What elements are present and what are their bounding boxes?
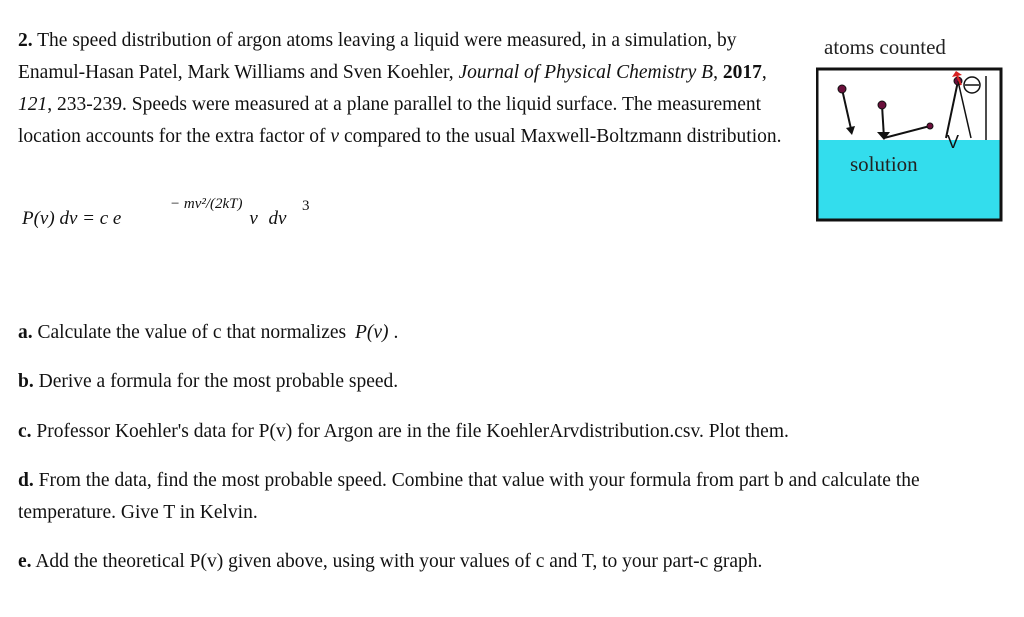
journal-year: 2017 <box>722 62 762 83</box>
question-c <box>18 416 1008 448</box>
question-letter: c. <box>18 421 32 442</box>
journal-volume: 121 <box>18 94 48 115</box>
question-math: P(v) <box>355 322 389 343</box>
diagram-bottom-label: solution <box>850 152 918 176</box>
evaporation-diagram <box>816 28 1004 223</box>
journal-name: Journal of Physical Chemistry B <box>458 62 714 83</box>
comma: , <box>761 62 767 83</box>
question-text: Derive a formula for the most probable speed. <box>33 371 399 392</box>
distribution-formula <box>22 196 310 230</box>
question-text: Calculate the value of c that normalizes <box>32 322 351 343</box>
question-end: . <box>388 322 399 343</box>
intro-text-4: compared to the usual Maxwell-Boltzmann distribution. <box>339 126 782 147</box>
intro-text-1: The speed distribution of argon atoms leaving a liquid were measured, in a <box>32 30 621 51</box>
comma: , <box>713 62 723 83</box>
question-letter: b. <box>18 371 34 392</box>
atom-velocity-icon <box>946 71 986 152</box>
journal-pages: , 233-239. <box>47 94 127 115</box>
question-text: Professor Koehler's data for P(v) for Argon are in the file KoehlerArvdistribution.csv. Plot them. <box>31 421 789 442</box>
question-text: From the data, find the most probable speed. Combine that value with your formula from part b and calculate the temperature. Give T in Kelvin. <box>18 470 920 523</box>
problem-intro <box>18 25 798 153</box>
formula-power: 3 <box>302 198 310 214</box>
question-letter: d. <box>18 470 34 491</box>
formula-exponent: − mv²/(2kT) <box>170 196 243 212</box>
formula-v: v <box>249 208 258 229</box>
atom-icon <box>838 85 855 135</box>
formula-dv: dv <box>263 208 287 229</box>
diagram-top-label: atoms counted <box>824 35 946 59</box>
question-text: Add the theoretical P(v) given above, using with your values of c and T, to your part-c graph. <box>31 551 763 572</box>
problem-number: 2. <box>18 30 33 51</box>
question-e <box>18 546 1008 578</box>
question-letter: a. <box>18 322 33 343</box>
intro-text-2: simulation, by Enamul-Hasan Patel, Mark Williams and Sven Koehler, <box>18 30 737 83</box>
variable-v: v <box>330 126 340 147</box>
question-a <box>18 317 1008 349</box>
formula-lhs: P(v) dv = c e <box>22 208 122 229</box>
question-b <box>18 366 1008 398</box>
question-letter: e. <box>18 551 32 572</box>
atom-icon <box>877 101 933 140</box>
question-d <box>18 465 1008 529</box>
intro-text-3: Speeds were measured at a plane parallel to the liquid surface. The measurement location accounts for the extra factor of <box>18 94 762 147</box>
velocity-label: V <box>947 132 960 152</box>
